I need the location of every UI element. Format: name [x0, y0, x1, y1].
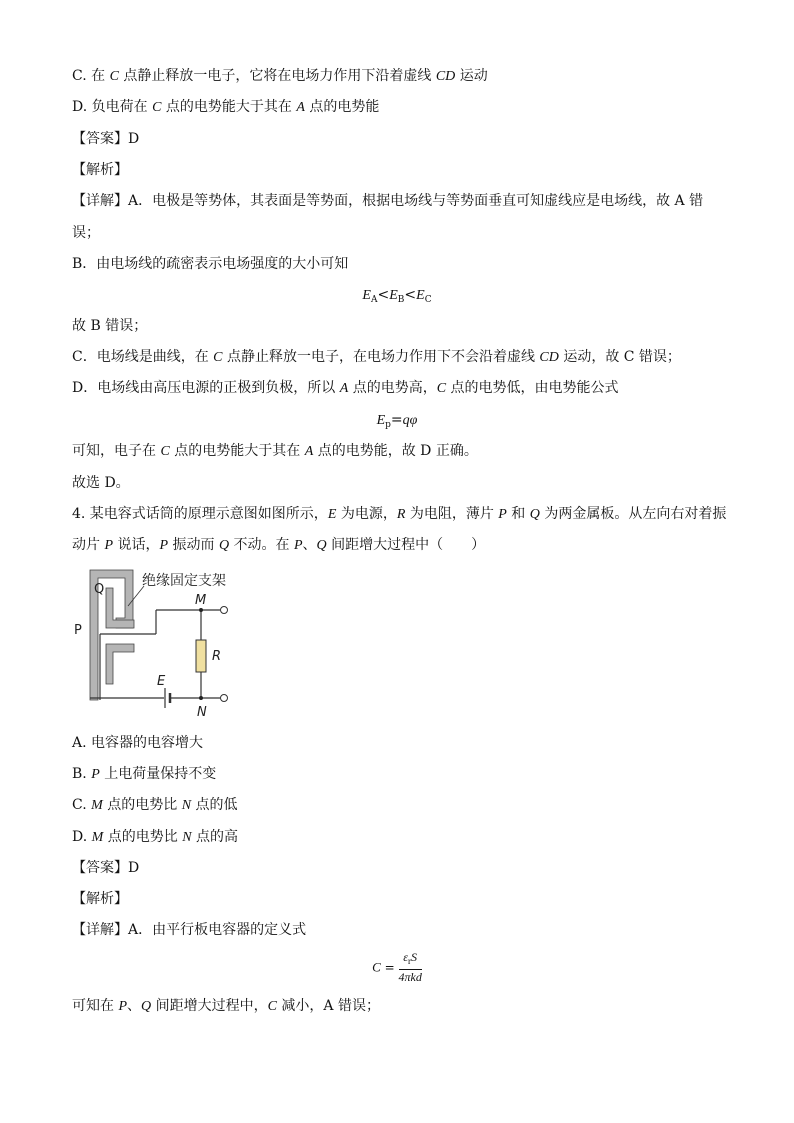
- analysis-heading: 【解析】: [72, 162, 128, 178]
- q4-option-d: D. M 点的电势比 N 点的高: [72, 829, 239, 845]
- q4-analysis-heading: 【解析】: [72, 891, 128, 907]
- detail-a-line2: 误；: [72, 225, 100, 241]
- option-d: D. 负电荷在 C 点的电势能大于其在 A 点的电势能: [72, 99, 380, 115]
- detail-a-line1: 【详解】A．电极是等势体，其表面是等势面，根据电场线与等势面垂直可知虚线应是电场线，故 A 错: [72, 193, 704, 209]
- label-P: P: [74, 623, 82, 638]
- terminal-N: [221, 695, 228, 702]
- q4-detail-a-conclusion: 可知在 P、Q 间距增大过程中，C 减小，A 错误；: [72, 998, 380, 1014]
- label-E: E: [157, 674, 166, 689]
- label-Q: Q: [94, 582, 105, 597]
- option-c: C. 在 C 点静止释放一电子，它将在电场力作用下沿着虚线 CD 运动: [72, 68, 488, 84]
- capacitor-microphone-figure: [70, 566, 250, 720]
- capacitance-fraction: $\frac{\varepsilon_rS}{\text{4πkd}}$: [398, 950, 422, 984]
- formula-field-strength: $E_A<E_B<E_C$: [362, 287, 432, 305]
- q4-stem-line1: 4. 某电容式话筒的原理示意图如图所示，E 为电源，R 为电阻，薄片 P 和 Q 为两金属板。从左向右对着振: [72, 506, 727, 522]
- label-M: M: [195, 593, 207, 608]
- formula-potential-energy: $E_p=q\varphi$: [376, 412, 418, 430]
- q4-option-c: C. M 点的电势比 N 点的低: [72, 797, 238, 813]
- q4-stem-line2: 动片 P 说话，P 振动而 Q 不动。在 P、Q 间距增大过程中（ ）: [72, 537, 486, 553]
- node-N-dot: [199, 696, 203, 700]
- formula-capacitance: C = $\frac{\varepsilon_rS}{\text{4πkd}}$: [372, 950, 422, 984]
- terminal-M: [221, 607, 228, 614]
- detail-d-conclusion: 可知，电子在 C 点的电势能大于其在 A 点的电势能，故 D 正确。: [72, 443, 478, 459]
- node-M-dot: [199, 608, 203, 612]
- label-insulator: 绝缘固定支架: [142, 573, 226, 589]
- detail-d: D．电场线由高压电源的正极到负极，所以 A 点的电势高，C 点的电势低，由电势能公式: [72, 380, 619, 396]
- detail-b-conclusion: 故 B 错误；: [72, 318, 148, 334]
- choose-answer: 故选 D。: [72, 475, 130, 491]
- label-R: R: [212, 649, 222, 664]
- resistor-R: [196, 640, 206, 672]
- q4-detail-a: 【详解】A．由平行板电容器的定义式: [72, 922, 307, 938]
- q4-answer: 【答案】D: [72, 860, 140, 876]
- detail-c: C．电场线是曲线，在 C 点静止释放一电子，在电场力作用下不会沿着虚线 CD 运动，故 C 错误；: [72, 349, 681, 365]
- detail-b: B．由电场线的疏密表示电场强度的大小可知: [72, 256, 349, 272]
- label-N: N: [197, 705, 207, 720]
- answer: 【答案】D: [72, 131, 140, 147]
- q4-option-a: A. 电容器的电容增大: [72, 735, 204, 751]
- q4-option-b: B. P 上电荷量保持不变: [72, 766, 217, 782]
- insulator-bracket-lower: [106, 644, 134, 684]
